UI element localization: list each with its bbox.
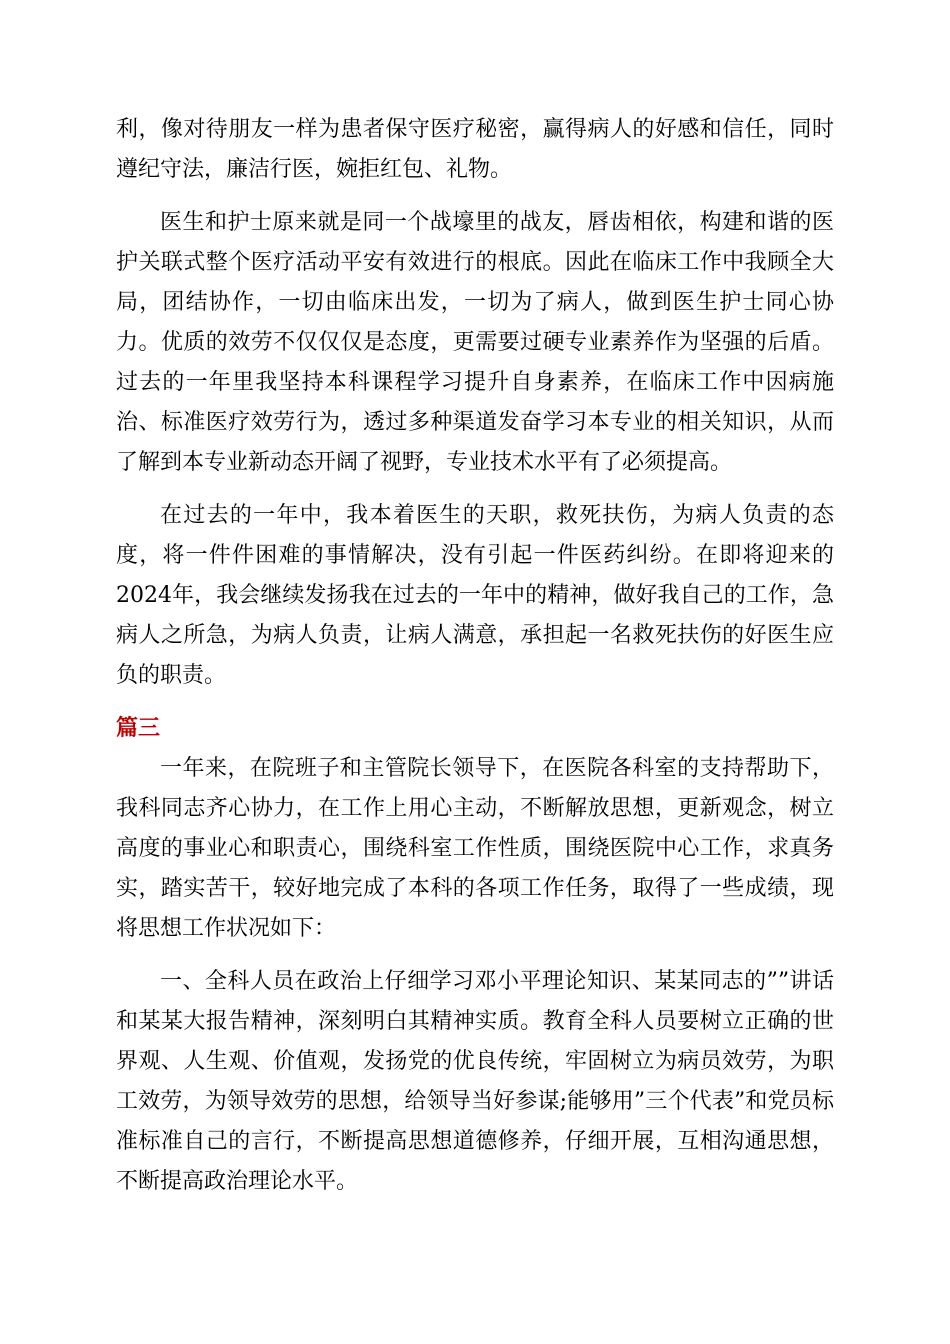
- document-body: [116, 110, 834, 1215]
- paragraph-past-year: 在过去的一年中，我本着医生的天职，救死扶伤，为病人负责的态度，将一件件困难的事情解决，没有引起一件医药纠纷。在即将迎来的2024年，我会继续发扬我在过去的一年中的精神，做好我自己的工作，急病人之所急，为病人负责，让病人满意，承担起一名救死扶伤的好医生应负的职责。: [116, 503, 834, 688]
- paragraph-doctor-nurse: 医生和护士原来就是同一个战壕里的战友，唇齿相依，构建和谐的医护关联式整个医疗活动平安有效进行的根底。因此在临床工作中我顾全大局，团结协作，一切由临床出发，一切为了病人，做到医生护士同心协力。优质的效劳不仅仅仅是态度，更需要过硬专业素养作为坚强的后盾。过去的一年里我坚持本科课程学习提升自身素养，在临床工作中因病施治、标准医疗效劳行为，透过多种渠道发奋学习本专业的相关知识，从而了解到本专业新动态开阔了视野，专业技术水平有了必须提高。: [116, 210, 834, 475]
- section-heading: 篇三: [116, 716, 161, 741]
- paragraph-section-intro: 一年来，在院班子和主管院长领导下，在医院各科室的支持帮助下，我科同志齐心协力，在工作上用心主动，不断解放思想，更新观念，树立高度的事业心和职责心，围绕科室工作性质，围绕医院中心工作，求真务实，踏实苦干，较好地完成了本科的各项工作任务，取得了一些成绩，现将思想工作状况如下：: [116, 756, 834, 941]
- paragraph-continued: 利，像对待朋友一样为患者保守医疗秘密，赢得病人的好感和信任，同时遵纪守法，廉洁行医，婉拒红包、礼物。: [116, 117, 834, 182]
- paragraph-section-point-one: 一、全科人员在政治上仔细学习邓小平理论知识、某某同志的””讲话和某某大报告精神，深刻明白其精神实质。教育全科人员要树立正确的世界观、人生观、价值观，发扬党的优良传统，牢固树立为病员效劳，为职工效劳，为领导效劳的思想，给领导当好参谋;能够用”三个代表”和党员标准标准自己的言行，不断提高思想道德修养，仔细开展，互相沟通思想，不断提高政治理论水平。: [116, 969, 834, 1194]
